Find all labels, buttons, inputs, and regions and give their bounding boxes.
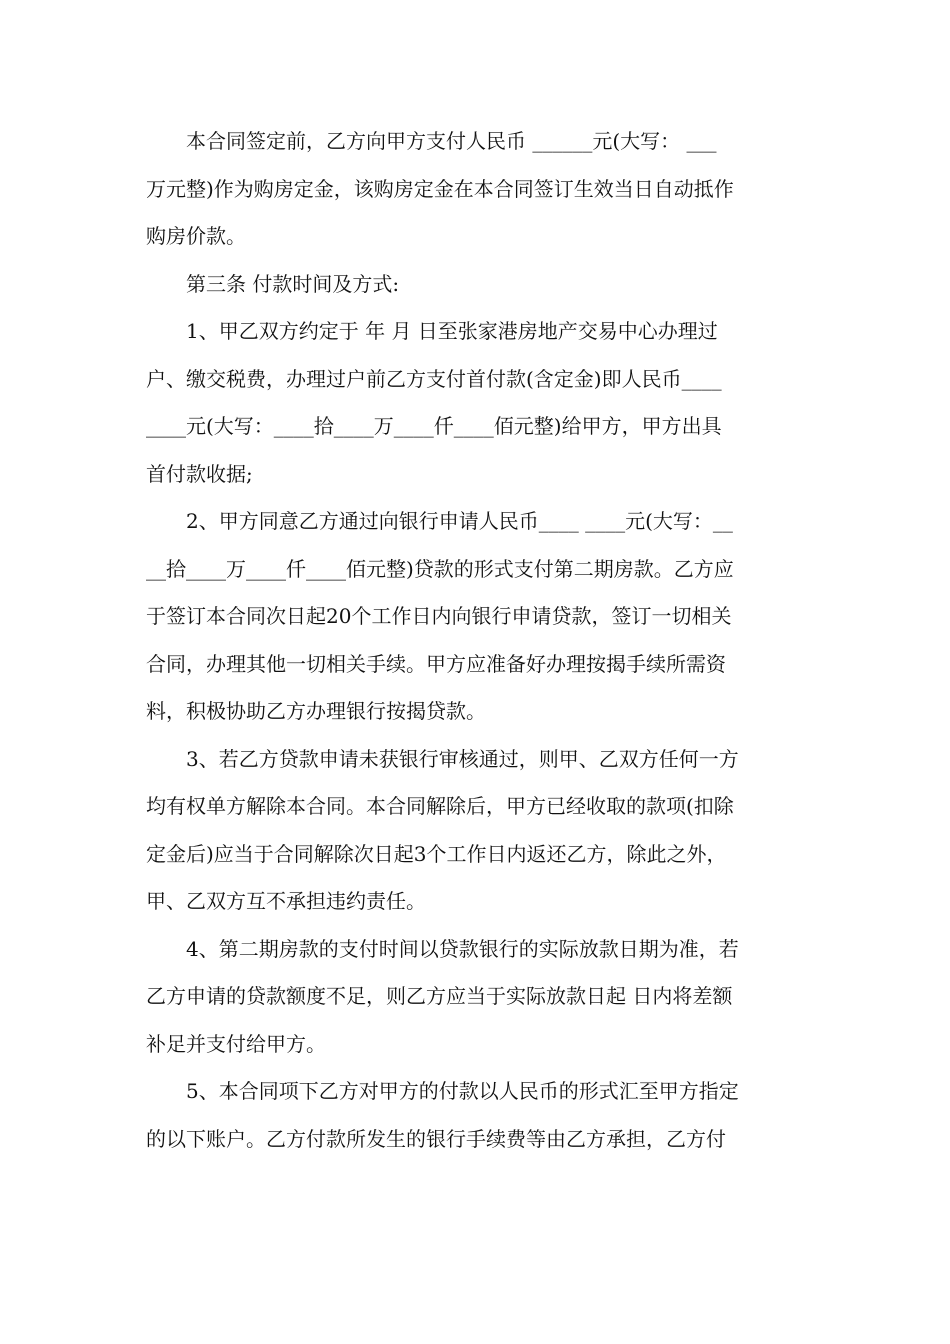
text-line: __拾____万____仟____佰元整)贷款的形式支付第二期房款。乙方应 <box>146 556 734 581</box>
text-line: 5、本合同项下乙方对甲方的付款以人民币的形式汇至甲方指定 <box>186 1079 739 1103</box>
text-line: 1、甲乙双方约定于 年 月 日至张家港房地产交易中心办理过 <box>186 319 718 343</box>
article-heading <box>146 261 806 309</box>
text-line: 均有权单方解除本合同。本合同解除后，甲方已经收取的款项(扣除 <box>146 794 734 818</box>
paragraph-clause-3 <box>146 736 806 926</box>
text-line: 本合同签定前，乙方向甲方支付人民币 ______元(大写： ___ <box>186 129 717 153</box>
text-line: 第三条 付款时间及方式: <box>186 271 400 296</box>
text-line: 甲、乙双方互不承担违约责任。 <box>146 889 426 913</box>
text-line: 定金后)应当于合同解除次日起3个工作日内返还乙方，除此之外， <box>146 841 727 866</box>
paragraph-clause-1 <box>146 308 806 498</box>
text-line: 的以下账户。乙方付款所发生的银行手续费等由乙方承担，乙方付 <box>146 1126 726 1151</box>
contract-text <box>146 118 806 1163</box>
text-line: 补足并支付给甲方。 <box>146 1031 326 1056</box>
text-line: ____元(大写：____拾____万____仟____佰元整)给甲方，甲方出具 <box>146 414 722 438</box>
text-line: 3、若乙方贷款申请未获银行审核通过，则甲、乙双方任何一方 <box>186 746 739 771</box>
text-line: 购房价款。 <box>146 224 246 248</box>
paragraph-deposit <box>146 118 806 261</box>
text-line: 首付款收据; <box>146 461 253 486</box>
text-line: 料，积极协助乙方办理银行按揭贷款。 <box>146 699 486 723</box>
text-line: 于签订本合同次日起20个工作日内向银行申请贷款，签订一切相关 <box>146 604 732 628</box>
text-line: 户、缴交税费，办理过户前乙方支付首付款(含定金)即人民币____ <box>146 366 722 391</box>
text-line: 乙方申请的贷款额度不足，则乙方应当于实际放款日起 日内将差额 <box>146 984 733 1008</box>
text-line: 合同，办理其他一切相关手续。甲方应准备好办理按揭手续所需资 <box>146 651 726 676</box>
paragraph-clause-4 <box>146 926 806 1069</box>
paragraph-clause-5 <box>146 1068 806 1163</box>
text-line: 2、甲方同意乙方通过向银行申请人民币____ ____元(大写：__ <box>186 509 733 533</box>
paragraph-clause-2 <box>146 498 806 736</box>
text-line: 万元整)作为购房定金，该购房定金在本合同签订生效当日自动抵作 <box>146 176 734 201</box>
text-line: 4、第二期房款的支付时间以贷款银行的实际放款日期为准，若 <box>186 936 739 961</box>
